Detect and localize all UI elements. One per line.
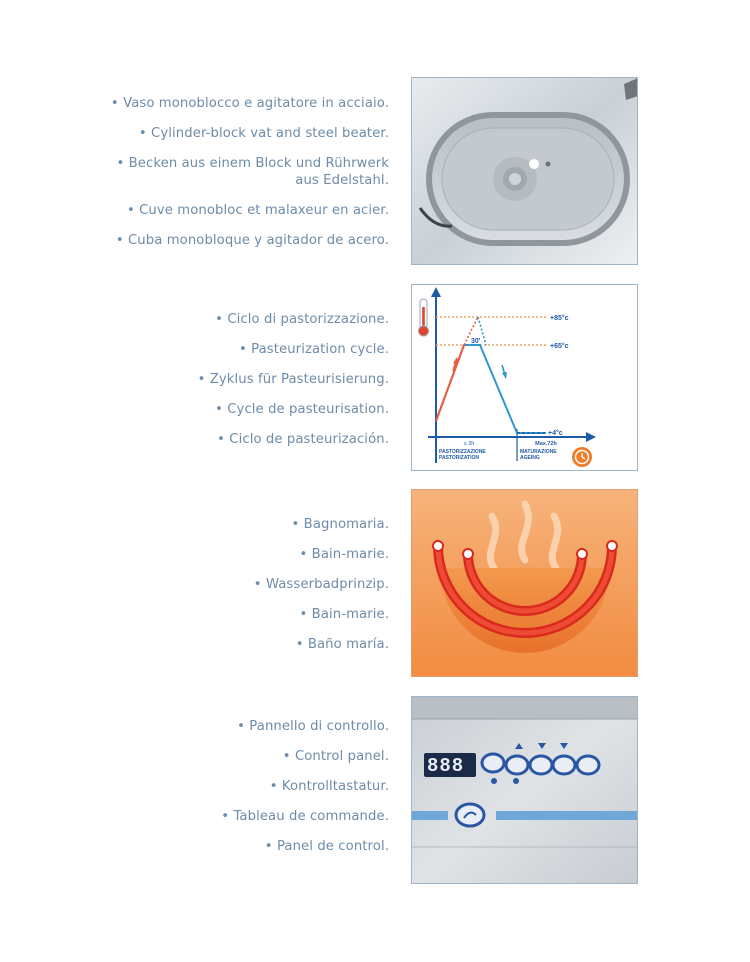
label-phase1-it: PASTORIZZAZIONE — [439, 449, 486, 455]
pasteurization-diagram — [411, 284, 638, 471]
label-time2: Max.72h — [535, 441, 557, 447]
pasteurization-description — [198, 311, 389, 448]
vat-description — [111, 95, 389, 249]
label-temp-mid: +65°c — [550, 343, 569, 350]
vat-photo — [411, 77, 638, 265]
text-line-it: • Vaso monoblocco e agitatore in acciaio. — [110, 96, 389, 111]
text-line-it: • Ciclo di pastorizzazione. — [215, 312, 389, 327]
text-line-en: • Pasteurization cycle. — [238, 342, 389, 357]
text-line-fr: • Tableau de commande. — [221, 809, 389, 824]
text-line-fr: • Cycle de pasteurisation. — [215, 402, 389, 417]
text-line-de: • Zyklus für Pasteurisierung. — [197, 372, 389, 387]
control-panel-description — [221, 718, 389, 855]
label-hold-time: 30' — [471, 338, 481, 345]
stripe-button — [456, 804, 484, 826]
clock-icon — [572, 447, 592, 467]
label-phase1-en: PASTORIZATION — [439, 455, 479, 461]
text-line-de: • Becken aus einem Block und Rührwerk aus Edelstahl. — [116, 156, 389, 188]
label-temp-low: +4°c — [548, 430, 563, 437]
text-line-en: • Bain-marie. — [299, 547, 389, 562]
text-line-es: • Ciclo de pasteurización. — [217, 432, 389, 447]
text-line-es: • Cuba monobloque y agitador de acero. — [115, 233, 389, 248]
thermometer-icon — [419, 299, 429, 336]
text-line-es: • Panel de control. — [264, 839, 389, 854]
label-time1: ≤ 2h — [463, 441, 475, 447]
text-line-it: • Pannello di controllo. — [237, 719, 389, 734]
text-line-fr: • Cuve monobloc et malaxeur en acier. — [126, 203, 389, 218]
text-line-it: • Bagnomaria. — [291, 517, 389, 532]
text-line-fr: • Bain-marie. — [299, 607, 389, 622]
label-phase2-it: MATURAZIONE — [520, 449, 557, 455]
control-panel-photo — [411, 696, 638, 884]
text-line-de: • Kontrolltastatur. — [269, 779, 389, 794]
bain-marie-description — [254, 516, 389, 653]
label-temp-high: +85°c — [550, 315, 569, 322]
bain-marie-illustration — [411, 489, 638, 677]
text-line-en: • Control panel. — [282, 749, 389, 764]
label-phase2-en: AGEING — [520, 455, 540, 461]
text-line-en: • Cylinder-block vat and steel beater. — [138, 126, 389, 141]
text-line-de: • Wasserbadprinzip. — [253, 577, 389, 592]
panel-display: 888 — [427, 755, 465, 777]
text-line-es: • Baño maría. — [295, 637, 389, 652]
